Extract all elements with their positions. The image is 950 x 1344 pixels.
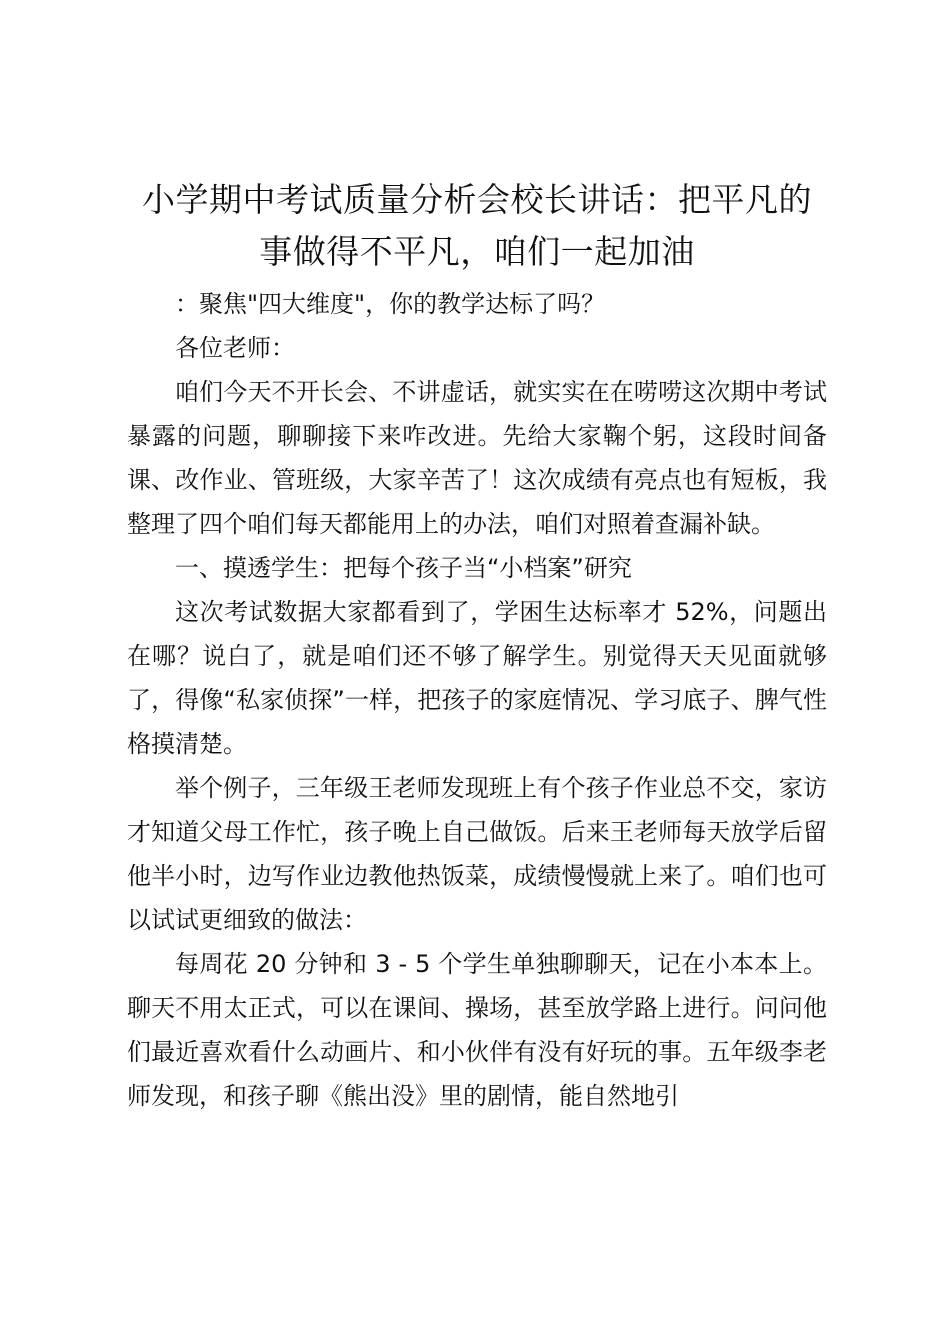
section-heading-1: 一、摸透学生：把每个孩子当“小档案”研究 xyxy=(175,554,632,582)
paragraph-data: 这次考试数据大家都看到了，学困生达标率才 52%，问题出在哪？说白了，就是咱们还不够了解学生。别觉得天天见面就够了，得像“私家侦探”一样，把孩子的家庭情况、学习底子、脾气性格摸清楚。 xyxy=(127,598,827,758)
document-title: 小学期中考试质量分析会校长讲话：把平凡的事做得不平凡，咱们一起加油 xyxy=(142,180,812,271)
paragraph-method: 每周花 20 分钟和 3 - 5 个学生单独聊聊天，记在小本本上。聊天不用太正式，可以在课间、操场，甚至放学路上进行。问问他们最近喜欢看什么动画片、和小伙伴有没有好玩的事。五年级李老师发现，和孩子聊《熊出没》里的剧情，能自然地引 xyxy=(127,950,827,1110)
document-page xyxy=(127,174,827,1118)
document-subtitle: ：聚焦"四大维度"，你的教学达标了吗？ xyxy=(175,290,606,318)
paragraph-intro: 咱们今天不开长会、不讲虚话，就实实在在唠唠这次期中考试暴露的问题，聊聊接下来咋改进。先给大家鞠个躬，这段时间备课、改作业、管班级，大家辛苦了！这次成绩有亮点也有短板，我整理了四个咱们每天都能用上的办法，咱们对照着查漏补缺。 xyxy=(127,378,827,538)
paragraph-example: 举个例子，三年级王老师发现班上有个孩子作业总不交，家访才知道父母工作忙，孩子晚上自己做饭。后来王老师每天放学后留他半小时，边写作业边教他热饭菜，成绩慢慢就上来了。咱们也可以试试更细致的做法： xyxy=(127,774,827,934)
greeting: 各位老师： xyxy=(175,334,295,362)
